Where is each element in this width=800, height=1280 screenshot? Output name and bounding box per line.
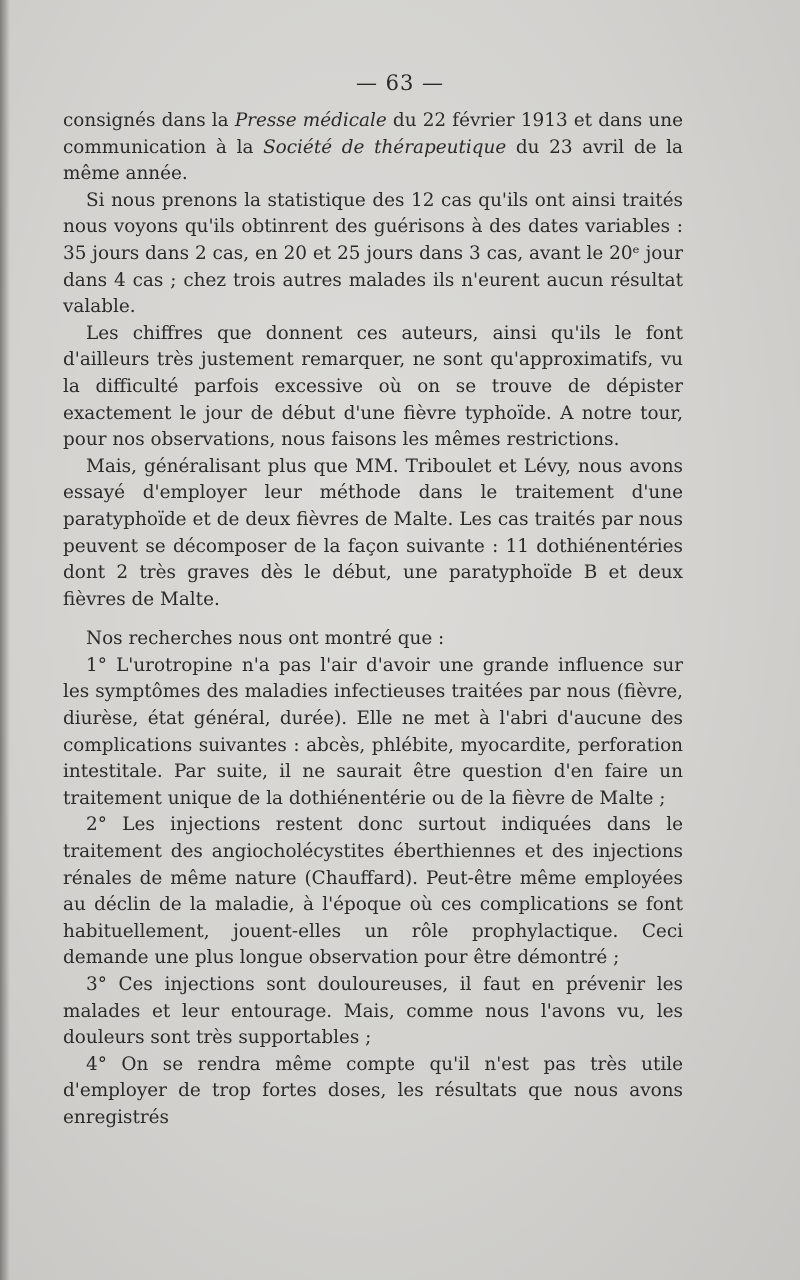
paragraph-1-text-c: du 22 février 1913 et dans une communication à la xyxy=(63,110,683,158)
paragraph-6: 1° L'urotropine n'a pas l'air d'avoir une grande influence sur les symptômes des maladies infectieuses traitées par nous (fièvre, diurèse, état général, durée). Elle ne met à l'abri d'aucune des complications suivantes : abcès, phlébite, myocardite, perforation intestitale. Par suite, il ne saurait être question d'en faire un traitement unique de la dothiénentérie ou de la fièvre de Malte ; xyxy=(63,654,683,809)
paragraph-1-text-a: consignés dans la xyxy=(63,110,235,131)
paragraph-5: Nos recherches nous ont montré que : xyxy=(86,628,445,650)
paragraph-1 xyxy=(63,108,683,188)
paragraph-1-text-e: du 23 avril de la même année. xyxy=(63,136,683,185)
page-number: — 63 — xyxy=(355,71,445,95)
paragraph-3: Les chiffres que donnent ces auteurs, ainsi qu'ils le font d'ailleurs très justement remarquer, ne sont qu'approximatifs, vu la difficulté parfois excessive où on se trouve de dépister exactement le jour de début d'une fièvre typhoïde. A notre tour, pour nos observations, nous faisons les mêmes restrictions. xyxy=(63,322,683,451)
journal-title-presse-medicale: Presse médicale xyxy=(234,110,387,131)
paragraph-9: 4° On se rendra même compte qu'il n'est pas très utile d'employer de trop fortes doses, les résultats que nous avons enregistrés xyxy=(63,1053,683,1128)
paragraph-4: Mais, généralisant plus que MM. Triboulet et Lévy, nous avons essayé d'employer leur méthode dans le traitement d'une paratyphoïde et de deux fièvres de Malte. Les cas traités par nous peuvent se décomposer de la façon suivante : 11 dothiénentéries dont 2 très graves dès le début, une paratyphoïde B et deux fièvres de Malte. xyxy=(63,455,683,610)
society-name-therapeutique: Société de thérapeutique xyxy=(263,136,507,158)
paragraph-7: 2° Les injections restent donc surtout indiquées dans le traitement des angiocholécystites éberthiennes et des injections rénales de même nature (Chauffard). Peut-être même employées au déclin de la maladie, à l'époque où ces complications se font habituellement, jouent-elles un rôle prophylactique. Ceci demande une plus longue observation pour être démontré ; xyxy=(63,814,683,969)
paragraph-8: 3° Ces injections sont douloureuses, il faut en prévenir les malades et leur entourage. Mais, comme nous l'avons vu, les douleurs sont très supportables ; xyxy=(63,974,683,1049)
body-text xyxy=(63,108,683,1132)
paragraph-2: Si nous prenons la statistique des 12 cas qu'ils ont ainsi traités nous voyons qu'ils obtinrent des guérisons à des dates variables : 35 jours dans 2 cas, en 20 et 25 jours dans 3 cas, avant le 20ᵉ jour dans 4 cas ; chez trois autres malades ils n'eurent aucun résultat valable. xyxy=(63,189,683,318)
